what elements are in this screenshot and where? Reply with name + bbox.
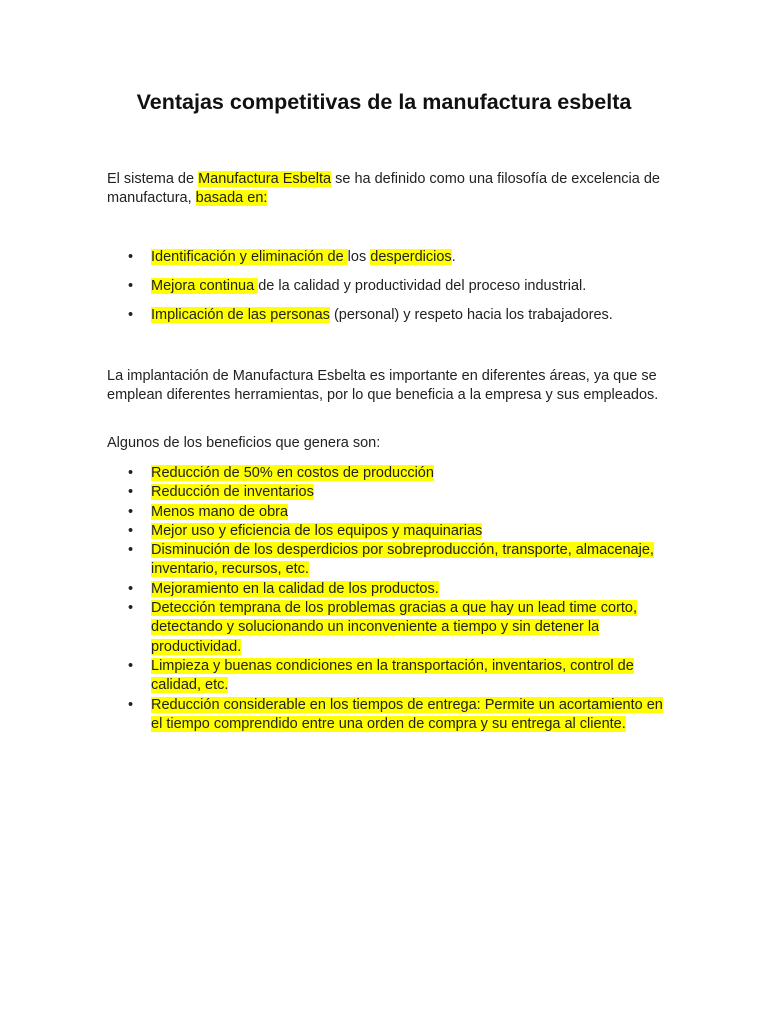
bullet-icon: • [128,249,134,265]
benefits-intro: Algunos de los beneficios que genera son: [107,435,381,451]
bullet-icon: • [128,657,134,674]
benefit-text: Reducción de 50% en costos de producción [151,465,434,481]
intro-text-2: se ha definido como una filosofía de excelencia de manufactura, [107,171,660,206]
list-item [107,464,667,483]
bullet-icon: • [128,580,134,597]
bullet-icon: • [128,600,134,617]
benefit-text: Reducción de inventarios [151,484,314,501]
list-item [107,541,667,580]
base-highlight: Identificación y eliminación de [151,249,348,265]
benefit-text: Mejor uso y eficiencia de los equipos y maquinarias [151,522,483,539]
list-item [107,248,667,267]
intro-highlight-basada: basada en: [195,190,268,206]
benefit-text: Reducción considerable en los tiempos de entrega: Permite un acortamiento en el tiempo comprendido entre una orden de compra y su entrega al cliente. [151,696,663,732]
base-highlight-2: desperdicios [370,249,452,265]
bullet-icon: • [128,696,134,713]
list-item [107,483,667,502]
benefit-text: Menos mano de obra [151,503,289,520]
document-title: Ventajas competitivas de la manufactura esbelta [136,90,632,114]
bullet-icon: • [128,503,134,520]
base-highlight: Implicación de las personas [151,307,330,323]
base-text: los [347,249,371,265]
bullet-icon: • [128,307,134,323]
intro-paragraph [107,170,667,208]
bases-list [107,248,667,335]
base-text: (personal) y respeto hacia los trabajadores. [329,307,613,323]
base-text-end: . [451,249,456,265]
bullet-icon: • [128,278,134,294]
list-item [107,306,667,325]
base-highlight: Mejora continua [151,278,259,294]
bullet-icon: • [128,542,134,559]
list-item [107,277,667,296]
intro-highlight-manufactura: Manufactura Esbelta [198,171,332,187]
list-item [107,599,667,657]
bullet-icon: • [128,522,134,539]
benefit-text: Limpieza y buenas condiciones en la transportación, inventarios, control de calidad, etc. [151,657,634,694]
intro-text-1: El sistema de [107,171,199,187]
list-item [107,580,667,599]
bullet-icon: • [128,465,134,481]
list-item [107,503,667,522]
base-text: de la calidad y productividad del proceso industrial. [258,278,587,294]
benefits-list [107,464,667,734]
list-item [107,522,667,541]
benefit-text: Mejoramiento en la calidad de los productos. [151,580,439,597]
implementation-paragraph: La implantación de Manufactura Esbelta es importante en diferentes áreas, ya que se emplean diferentes herramientas, por lo que beneficia a la empresa y sus empleados. [107,368,659,403]
bullet-icon: • [128,484,134,501]
list-item [107,696,667,735]
list-item [107,657,667,696]
benefit-text: Detección temprana de los problemas gracias a que hay un lead time corto, detectando y solucionando un inconveniente a tiempo y sin detener la productividad. [151,600,638,655]
benefit-text: Disminución de los desperdicios por sobreproducción, transporte, almacenaje, inventario, recursos, etc. [151,542,654,578]
